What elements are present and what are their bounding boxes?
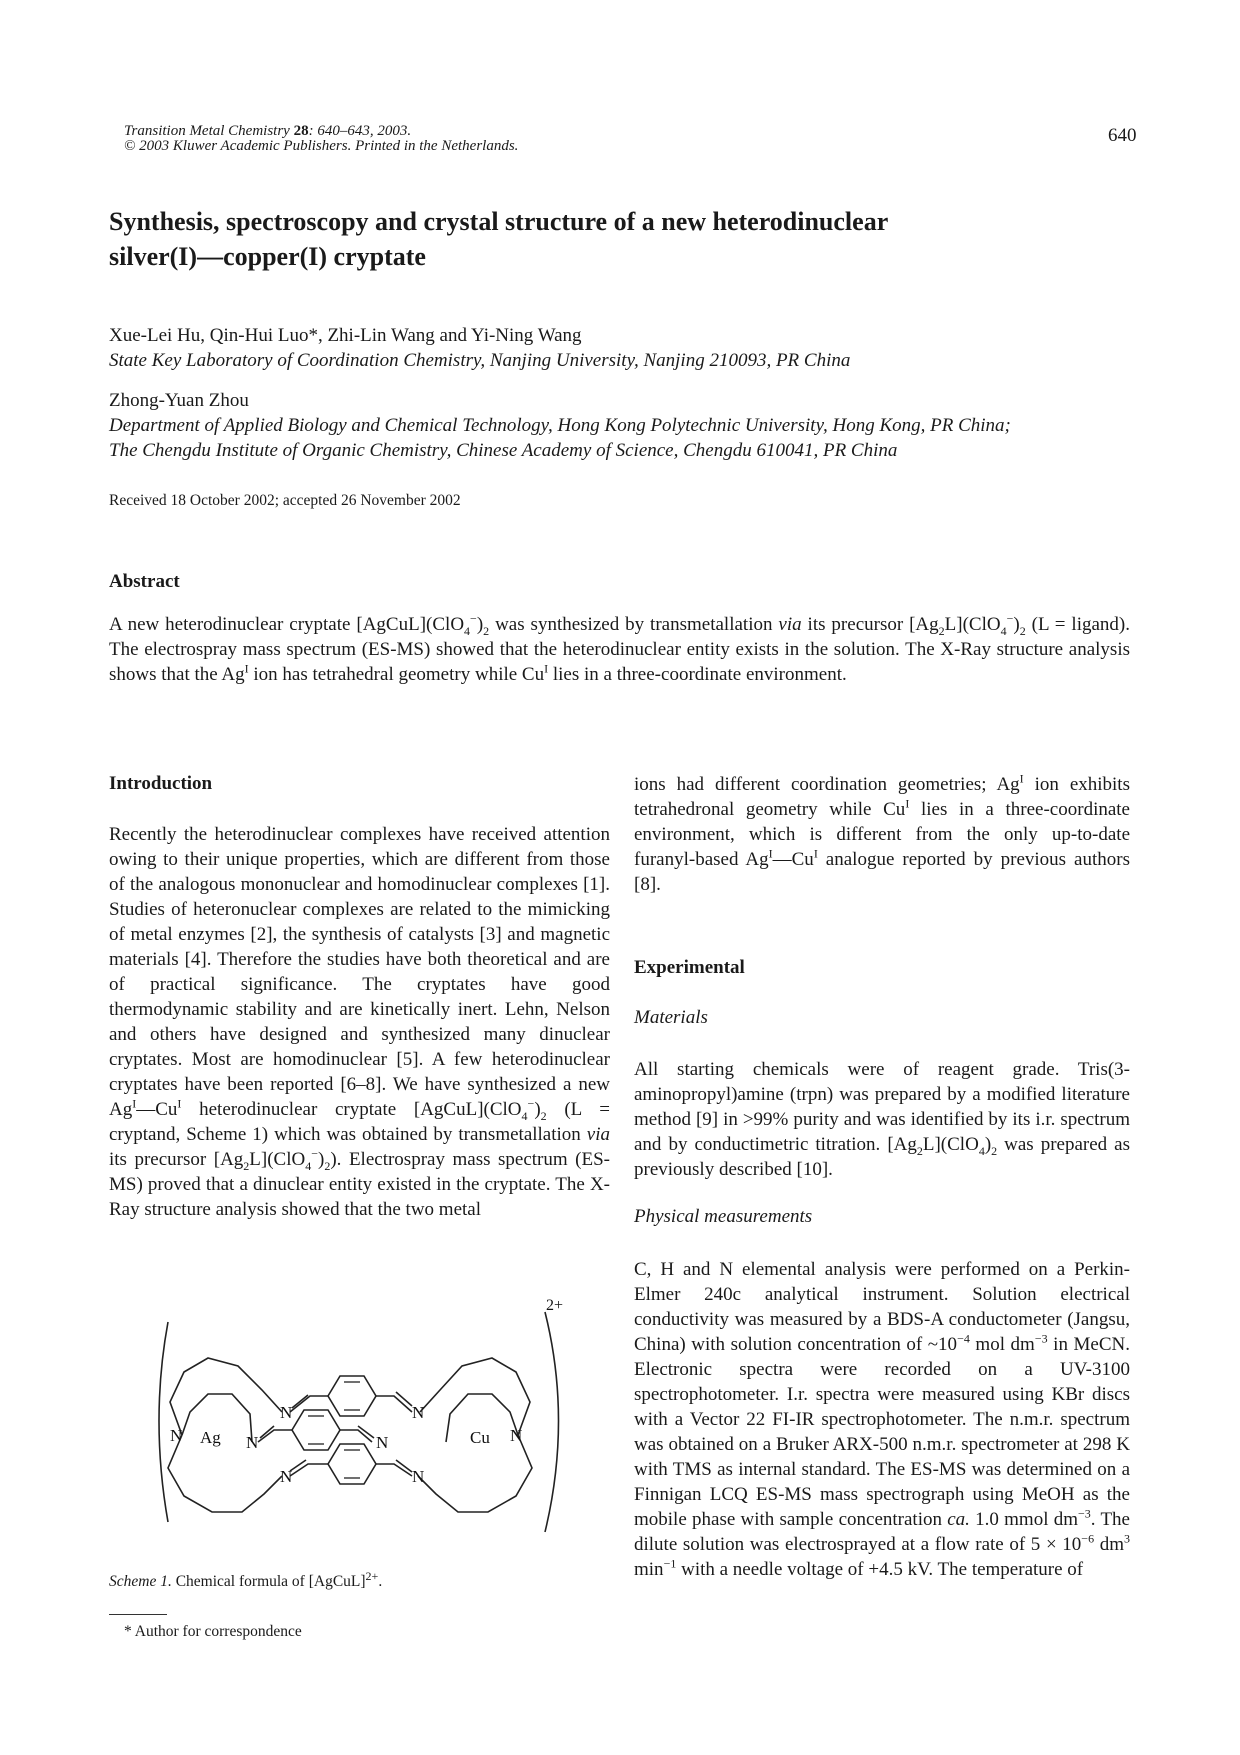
lower-strand-right [376, 1464, 412, 1476]
scheme-caption: Scheme 1. Chemical formula of [AgCuL]$^{2+}$. [109, 1568, 383, 1590]
introduction-text: Recently the heterodinuclear complexes have received attention owing to their unique properties, which are different from those of the analogous mononuclear and homodinuclear complexes [1]. Studies of heteronuclear complexes are related to the mimicking of metal enzymes [2], the synthesis of catalysts [3] and magnetic materials [4]. Therefore the studies have both theoretical and are of practical significance. The cryptates have good thermodynamic stability and are kinetically inert. Lehn, Nelson and others have designed and synthesized many dinuclear cryptates. Most are homodinuclear [5]. A few heterodinuclear cryptates have been reported [6–8]. We have synthesized a new $Ag^I—Cu^I$ heterodinuclear cryptate $[AgCuL](ClO_4^-)_2$ (L = cryptand, Scheme 1) which was obtained by transmetallation via its precursor $[Ag_2L](ClO_4^-)_2$). Electrospray mass spectrum (ES-MS) proved that a dinuclear entity existed in the cryptate. The X-Ray structure analysis showed that the two metal [109, 824, 610, 1220]
authors-group-2: Zhong-Yuan Zhou [109, 390, 249, 411]
right-bracket [545, 1312, 559, 1532]
journal-volume: 28 [293, 123, 309, 139]
materials-heading: Materials [634, 1007, 708, 1028]
caption-text: Chemical formula of [AgCuL] [171, 1573, 366, 1590]
article-title [109, 204, 1129, 274]
atom-n-middle-left: N [246, 1433, 259, 1452]
charge-label: 2+ [546, 1297, 564, 1314]
atom-n-bridgehead-right: N [510, 1426, 523, 1445]
footnote-divider [109, 1614, 167, 1615]
lower-strand-left [290, 1464, 328, 1476]
affiliation-2a: Department of Applied Biology and Chemical Technology, Hong Kong Polytechnic University, Hong Kong, PR China; [109, 415, 1011, 436]
materials-text: All starting chemicals were of reagent grade. Tris(3-aminopropyl)amine (trpn) was prepared by a modified literature method [9] in >99% purity and was identified by its i.r. spectrum and by conductimetric titration. $[Ag_2L](ClO_4)_2$ was prepared as previously described [10]. [634, 1059, 1130, 1180]
atom-n-upper-right: N [412, 1403, 425, 1422]
left-bracket [159, 1322, 168, 1522]
physical-measurements-heading: Physical measurements [634, 1206, 813, 1227]
introduction-heading: Introduction [109, 773, 213, 794]
journal-pages: : 640–643, 2003. [308, 123, 412, 139]
journal-name: Transition Metal Chemistry [124, 123, 290, 139]
abstract-heading: Abstract [109, 571, 180, 592]
title-line-1: Synthesis, spectroscopy and crystal structure of a new heterodinuclear [109, 207, 889, 236]
atom-cu: Cu [470, 1428, 490, 1447]
upper-strand-right [376, 1396, 412, 1412]
introduction-continued: ions had different coordination geometries; $Ag^I$ ion exhibits tetrahedronal geometry while $Cu^I$ lies in a three-coordinate environment, which is different from the only up-to-date furanyl-based $Ag^I—Cu^I$ analogue reported by previous authors [8]. [634, 771, 1130, 895]
atom-n-lower-right: N [412, 1467, 425, 1486]
author-block [109, 323, 1011, 463]
atom-n-bridgehead-left: N [170, 1426, 183, 1445]
affiliation-2b: The Chengdu Institute of Organic Chemistry, Chinese Academy of Science, Chengdu 610041, PR China [109, 440, 898, 461]
page-number: 640 [1108, 125, 1137, 146]
middle-strand-right [340, 1430, 372, 1442]
atom-ag: Ag [200, 1428, 221, 1447]
title-line-2: silver(I)—copper(I) cryptate [109, 242, 426, 271]
physical-measurements-text: C, H and N elemental analysis were performed on a Perkin-Elmer 240c analytical instrument. Solution electrical conductivity was measured by a BDS-A conductometer (Jangsu, China) with solution concentration of $\sim 10^{-4}$ mol $dm^{-3}$ in MeCN. Electronic spectra were recorded on a UV-3100 spectrophotometer. I.r. spectra were measured using KBr discs with a Vector 22 FI-IR spectrophotometer. The n.m.r. spectrum was obtained on a Bruker ARX-500 n.m.r. spectrometer at 298 K with TMS as internal standard. The ES-MS was determined on a Finnigan LCQ ES-MS mass spectrograph using MeOH as the mobile phase with sample concentration ca. 1.0 mmol $dm^{-3}$. The dilute solution was electrosprayed at a flow rate of $5 \times 10^{-6}$ $dm^3$ $\min^{-1}$ with a needle voltage of +4.5 kV. The temperature of [634, 1259, 1130, 1580]
received-dates: Received 18 October 2002; accepted 26 November 2002 [109, 492, 461, 509]
scheme-1-structure [140, 1290, 580, 1555]
authors-group-1: Xue-Lei Hu, Qin-Hui Luo*, Zhi-Lin Wang and Yi-Ning Wang [109, 325, 582, 346]
copyright-line: © 2003 Kluwer Academic Publishers. Printed in the Netherlands. [124, 138, 519, 154]
left-lower-arm [168, 1435, 282, 1512]
experimental-heading: Experimental [634, 957, 745, 978]
abstract-text: A new heterodinuclear cryptate $[AgCuL](ClO_4^-)_2$ was synthesized by transmetallation via its precursor $[Ag_2L](ClO_4^-)_2$ (L = ligand). The electrospray mass spectrum (ES-MS) showed that the heterodinuclear entity exists in the solution. The X-Ray structure analysis shows that the $Ag^I$ ion has tetrahedral geometry while $Cu^I$ lies in a three-coordinate environment. [109, 611, 1130, 685]
footnote: * Author for correspondence [124, 1623, 302, 1640]
atom-n-lower-left: N [280, 1467, 293, 1486]
caption-label: Scheme 1. [109, 1573, 172, 1590]
atom-n-middle-right: N [376, 1433, 389, 1452]
affiliation-1: State Key Laboratory of Coordination Chemistry, Nanjing University, Nanjing 210093, PR China [109, 350, 851, 371]
atom-n-upper-left: N [280, 1403, 293, 1422]
journal-citation [124, 124, 518, 154]
